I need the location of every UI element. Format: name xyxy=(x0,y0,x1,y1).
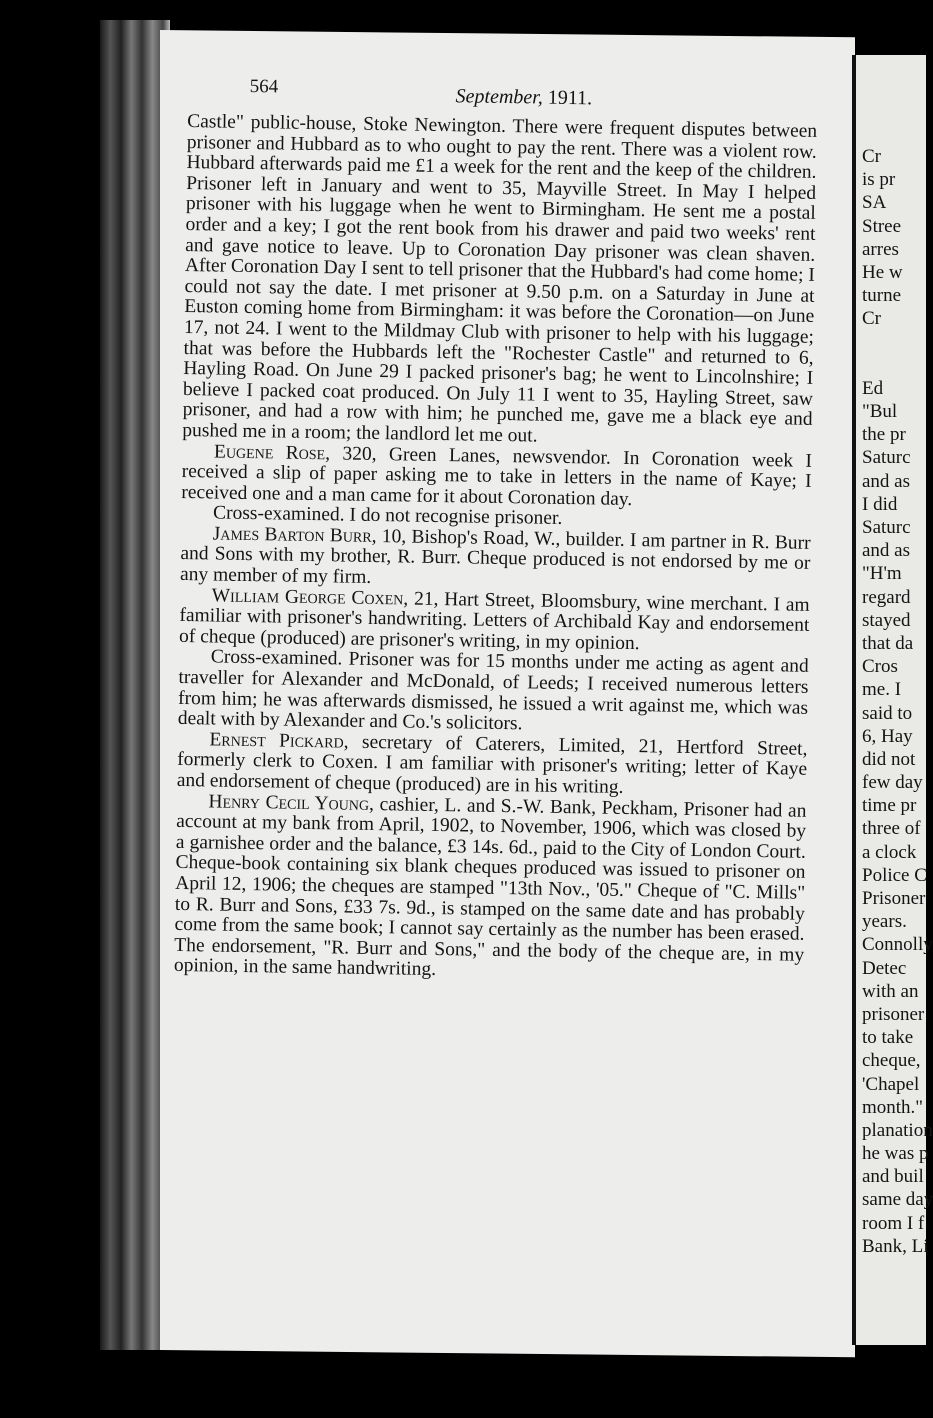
right-page-line: and as xyxy=(862,470,911,492)
right-page-line: three of xyxy=(862,818,921,840)
right-page-line: Prisoner xyxy=(862,888,926,909)
right-page-edge xyxy=(852,55,933,1345)
right-page-line: Connolly xyxy=(862,934,933,956)
header-date xyxy=(455,86,592,109)
right-page-line: planation xyxy=(862,1119,933,1141)
paragraph-text: , 320, Green Lanes, newsvendor. In Coronation week I received a slip of paper asking me to take in letters in the name of Kaye; I received one and a man came for it about Coronation day. xyxy=(181,442,813,510)
right-page-line: arres xyxy=(862,238,899,260)
paragraph-text: , 10, Bishop's Road, W., builder. I am partner in R. Burr and Sons with my brother, R. Burr. Cheque produced is not endorsed by me or any member of my firm. xyxy=(179,525,811,589)
right-page-line: and as xyxy=(862,540,911,562)
paragraph-text: , secretary of Caterers, Limited, 21, Hertford Street, formerly clerk to Coxen. I am familiar with prisoner's writing; letter of Kaye and endorsement of cheque (produced) are in his writing. xyxy=(176,731,808,798)
paragraph xyxy=(181,441,812,513)
witness-name: Henry Cecil Young xyxy=(208,791,370,815)
right-page-line: is pr xyxy=(862,169,896,191)
right-page-line: 'Chapel xyxy=(862,1073,920,1095)
right-page-line: few day xyxy=(862,772,923,794)
paragraph xyxy=(177,730,808,802)
right-page-line: same day xyxy=(862,1189,933,1211)
paragraph xyxy=(179,586,810,658)
right-page-line: month." xyxy=(862,1096,924,1118)
right-page-line: I did xyxy=(862,493,898,515)
paragraph xyxy=(180,524,811,596)
right-page-line: regard xyxy=(862,586,911,608)
paragraph-text: , 21, Hart Street, Bloomsbury, wine merchant. I am familiar with prisoner's handwriting. Letters of Archibald Kay and endorsement of cheque (produced) are prisoner's writing, in my opinion. xyxy=(178,588,810,655)
right-page-line: Cr xyxy=(862,308,881,330)
right-page-line: Cr xyxy=(862,146,881,167)
right-page-line: Detec xyxy=(862,957,907,979)
paragraph-text: , cashier, L. and S.-W. Bank, Peckham, Prisoner had an account at my bank from April, 1902, to November, 1906, which was closed by a garnishee order and the balance, £3 14s. 6d., paid to the City of London Court. Cheque-book containing six blank cheques produced was issued to prisoner on April 12, 1906; the cheques are stamped "13th Nov., '05." Cheque of "C. Mills" to R. Burr and Sons, £33 7s. 9d., is stamped on the same date and has probably come from the same book; I cannot say certainly as the number has been erased. The endorsement, "R. Burr and Sons," and the body of the cheque are, in my opinion, in the same handwriting. xyxy=(173,793,807,981)
right-page-line: said to xyxy=(862,702,913,724)
right-page-fragments xyxy=(862,145,933,1258)
right-page-line: Bank, Li xyxy=(862,1235,929,1257)
right-page-line: "H'm xyxy=(862,563,902,585)
right-page-line: time pr xyxy=(862,795,917,817)
right-page-line xyxy=(862,354,933,377)
right-page-line: SA xyxy=(862,192,887,214)
right-page-line: Ed xyxy=(862,377,884,399)
right-page-line: with an xyxy=(862,980,919,1002)
page-content xyxy=(174,70,818,987)
right-page-line: prisoner xyxy=(862,1003,925,1025)
paragraph-text: Cross-examined. I do not recognise prisoner. xyxy=(212,502,563,530)
right-page-line xyxy=(862,331,933,354)
paragraph xyxy=(178,647,809,739)
right-page-line: years. xyxy=(862,911,907,933)
witness-name: James Barton Burr xyxy=(212,523,372,547)
right-page-line: He w xyxy=(862,261,903,283)
right-page-line: that da xyxy=(862,632,914,654)
right-page-line: 6, Hay xyxy=(862,725,913,747)
paragraph xyxy=(182,112,817,451)
right-page-line: Stree xyxy=(862,215,902,237)
right-page-line: me. I xyxy=(862,679,902,701)
right-page-line: turne xyxy=(862,285,902,307)
paragraph-text: Cross-examined. Prisoner was for 15 months under me acting as agent and traveller for Alexander and McDonald, of Leeds; I received numerous letters from him; he was afterwards dismissed, he issued a writ against me, which was dealt with by Alexander and Co.'s solicitors. xyxy=(177,646,809,735)
witness-name: William George Coxen xyxy=(211,585,404,610)
paragraph-text: Castle" public-house, Stoke Newington. There were frequent disputes between prisoner and Hubbard as to who ought to pay the rent. There was a violent row. Hubbard afterwards paid me £1 a week for the rent and the keep of the children. Prisoner left in January and went to 35, Mayville Street. In May I helped prisoner with his luggage when he went to Birmingham. He sent me a postal order and a key; I got the rent book from his drawer and paid two weeks' rent and gave notice to leave. Up to Coronation Day prisoner was clean shaven. After Coronation Day I sent to tell prisoner that the Hubbard's had come home; I could not say the date. I met prisoner at 9.50 p.m. on a Saturday in June at Euston coming home from Birmingham: it was before the Coronation—on June 17, not 24. I went to the Mildmay Club with prisoner to help with his luggage; that was before the Hubbards left the "Rochester Castle" and returned to 6, Hayling Road. On June 29 I packed prisoner's bag; he went to Lincolnshire; I believe I packed coat produced. On July 11 I went to 35, Hayling Street, saw prisoner, and had a row with him; he punched me, gave me a black eye and pushed me in a room; the landlord let me out. xyxy=(182,110,818,447)
right-page-line: to take xyxy=(862,1027,914,1049)
page-number: 564 xyxy=(249,75,279,98)
header-year: 1911. xyxy=(547,86,593,110)
right-page-line: cheque, xyxy=(862,1050,921,1072)
right-page-line: Saturc xyxy=(862,517,911,538)
right-page-line: a clock xyxy=(862,841,917,863)
right-page-line: stayed xyxy=(862,609,911,631)
right-page-line: the pr xyxy=(862,424,906,446)
witness-name: Ernest Pickard xyxy=(209,729,344,753)
paragraph xyxy=(174,792,807,987)
right-page-line: room I f xyxy=(862,1212,925,1234)
header-month: September, xyxy=(455,85,543,109)
right-page-line: Saturc xyxy=(862,447,911,469)
right-page-line: "Bul xyxy=(862,401,898,423)
right-page-line: and buil xyxy=(862,1166,924,1188)
right-page-line: Cros xyxy=(862,656,898,678)
right-page-line: did not xyxy=(862,748,916,770)
body-text xyxy=(174,112,818,987)
right-page-line: Police C xyxy=(862,864,927,886)
witness-name: Eugene Rose xyxy=(213,440,326,464)
right-page-line: he was p xyxy=(862,1143,929,1165)
